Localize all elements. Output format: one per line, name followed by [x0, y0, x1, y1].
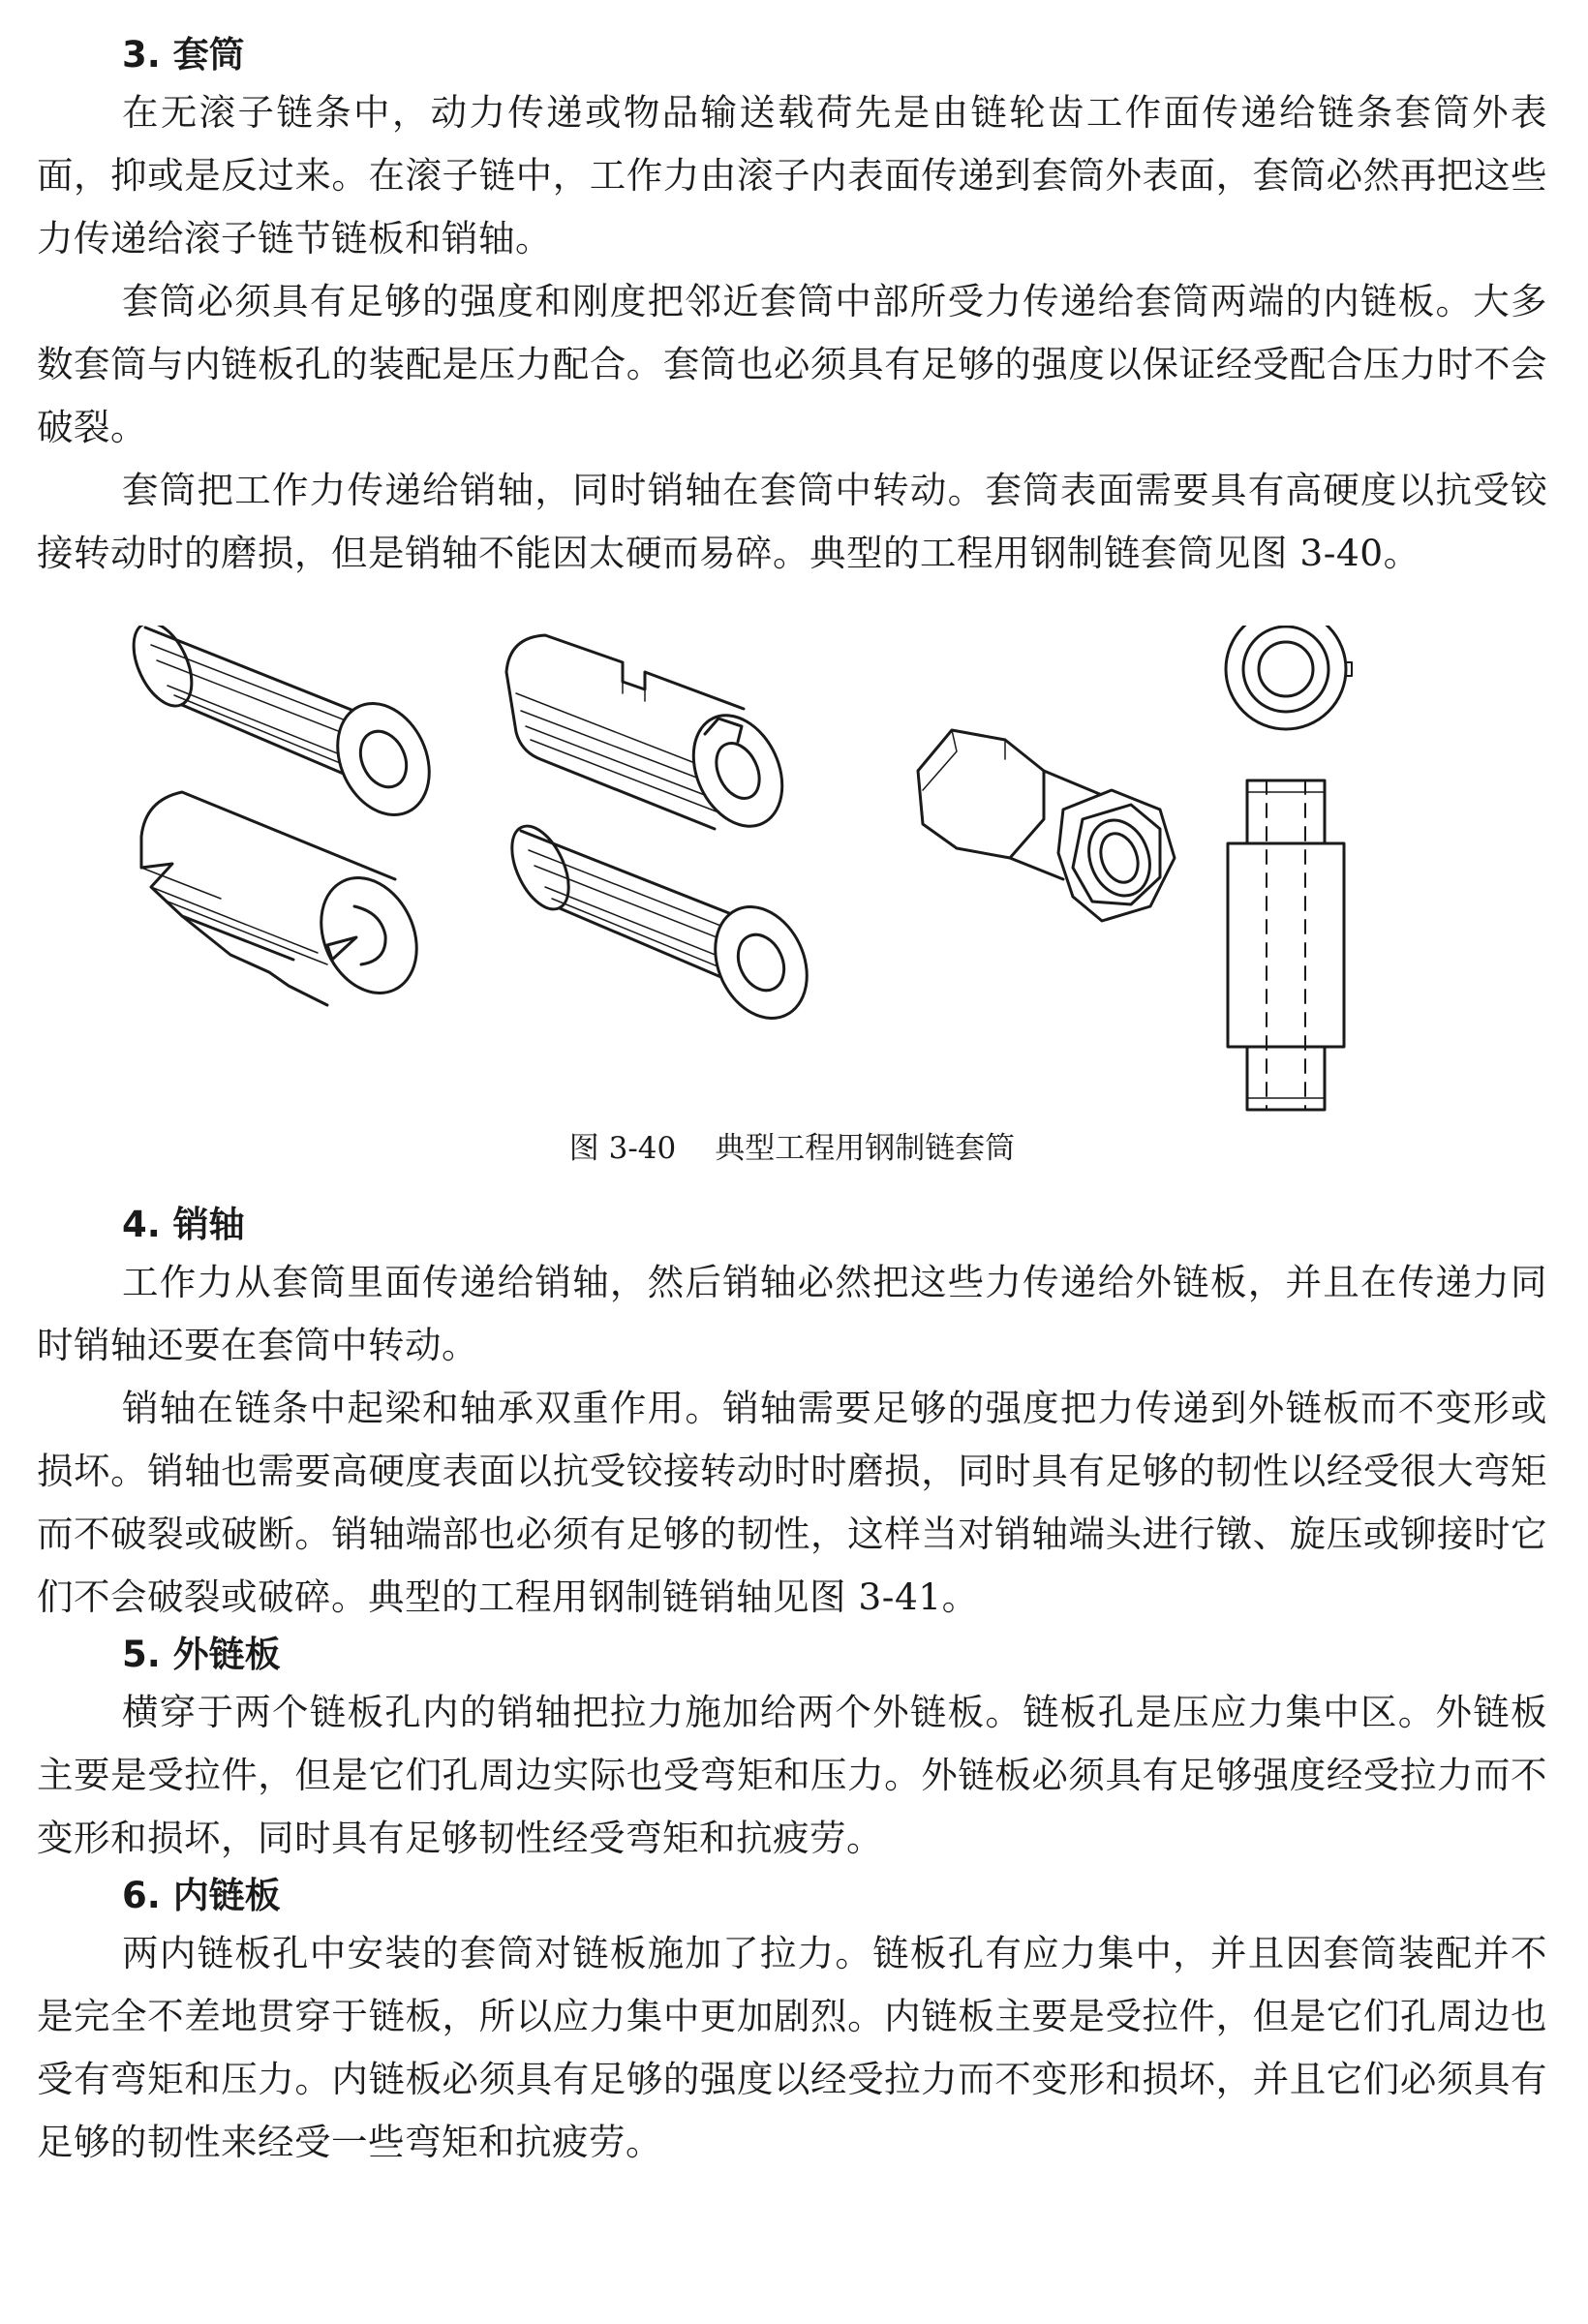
section-3-sleeve	[37, 29, 1547, 585]
sleeve-hex-drawing	[918, 730, 1175, 921]
paragraph: 横穿于两个链板孔内的销轴把拉力施加给两个外链板。链板孔是压应力集中区。外链板主要是受拉件，但是它们孔周边实际也受弯矩和压力。外链板必须具有足够强度经受拉力而不变形和损坏，同时具有足够韧性经受弯矩和抗疲劳。	[37, 1691, 1547, 1859]
sleeve-notched-drawing	[506, 635, 799, 841]
paragraph: 两内链板孔中安装的套筒对链板施加了拉力。链板孔有应力集中，并且因套筒装配并不是完全不差地贯穿于链板，所以应力集中更加剧烈。内链板主要是受拉件，但是它们孔周边也受有弯矩和压力。内链板必须具有足够的强度以经受拉力而不变形和损坏，并且它们必须具有足够的韧性来经受一些弯矩和抗疲劳。	[37, 1932, 1547, 2163]
section-5-outer-plate	[37, 1629, 1547, 1870]
figure-caption	[37, 1129, 1547, 1187]
page	[37, 29, 1547, 2174]
sleeve-end-view-drawing	[1226, 626, 1352, 729]
section-heading: 6. 内链板	[122, 1875, 281, 1916]
paragraph: 套筒把工作力传递给销轴，同时销轴在套筒中转动。套筒表面需要具有高硬度以抗受铰接转动时的磨损，但是销轴不能因太硬而易碎。典型的工程用钢制链套筒见图 3-40。	[37, 469, 1547, 574]
paragraph: 销轴在链条中起梁和轴承双重作用。销轴需要足够的强度把力传递到外链板而不变形或损坏。销轴也需要高硬度表面以抗受铰接转动时时磨损，同时具有足够的韧性以经受很大弯矩而不破裂或破断。销轴端部也必须有足够的韧性，这样当对销轴端头进行镦、旋压或铆接时它们不会破裂或破碎。典型的工程用钢制链销轴见图 3-41。	[37, 1387, 1547, 1618]
section-heading: 5. 外链板	[122, 1634, 281, 1675]
paragraph: 工作力从套筒里面传递给销轴，然后销轴必然把这些力传递给外链板，并且在传递力同时销轴还要在套筒中转动。	[37, 1261, 1547, 1366]
sleeve-drawings	[37, 626, 1547, 1129]
section-6-inner-plate	[37, 1870, 1547, 2174]
figure-title: 典型工程用钢制链套筒	[715, 1131, 1016, 1166]
sleeve-plain-2-drawing	[501, 817, 824, 1033]
figure-number: 图 3-40	[568, 1131, 677, 1166]
sleeve-split-drawing	[141, 792, 435, 1009]
sleeve-plain-drawing	[122, 626, 446, 830]
paragraph: 套筒必须具有足够的强度和刚度把邻近套筒中部所受力传递给套筒两端的内链板。大多数套筒与内链板孔的装配是压力配合。套筒也必须具有足够的强度以保证经受配合压力时不会破裂。	[37, 280, 1547, 448]
paragraph: 在无滚子链条中，动力传递或物品输送载荷先是由链轮齿工作面传递给链条套筒外表面，抑或是反过来。在滚子链中，工作力由滚子内表面传递到套筒外表面，套筒必然再把这些力传递给滚子链节链板和销轴。	[37, 91, 1547, 260]
section-4-pin	[37, 1199, 1547, 1629]
section-heading: 4. 销轴	[122, 1204, 245, 1245]
figure-3-40	[37, 626, 1547, 1129]
sleeve-side-view-drawing	[1228, 780, 1344, 1110]
section-heading: 3. 套筒	[122, 34, 245, 76]
